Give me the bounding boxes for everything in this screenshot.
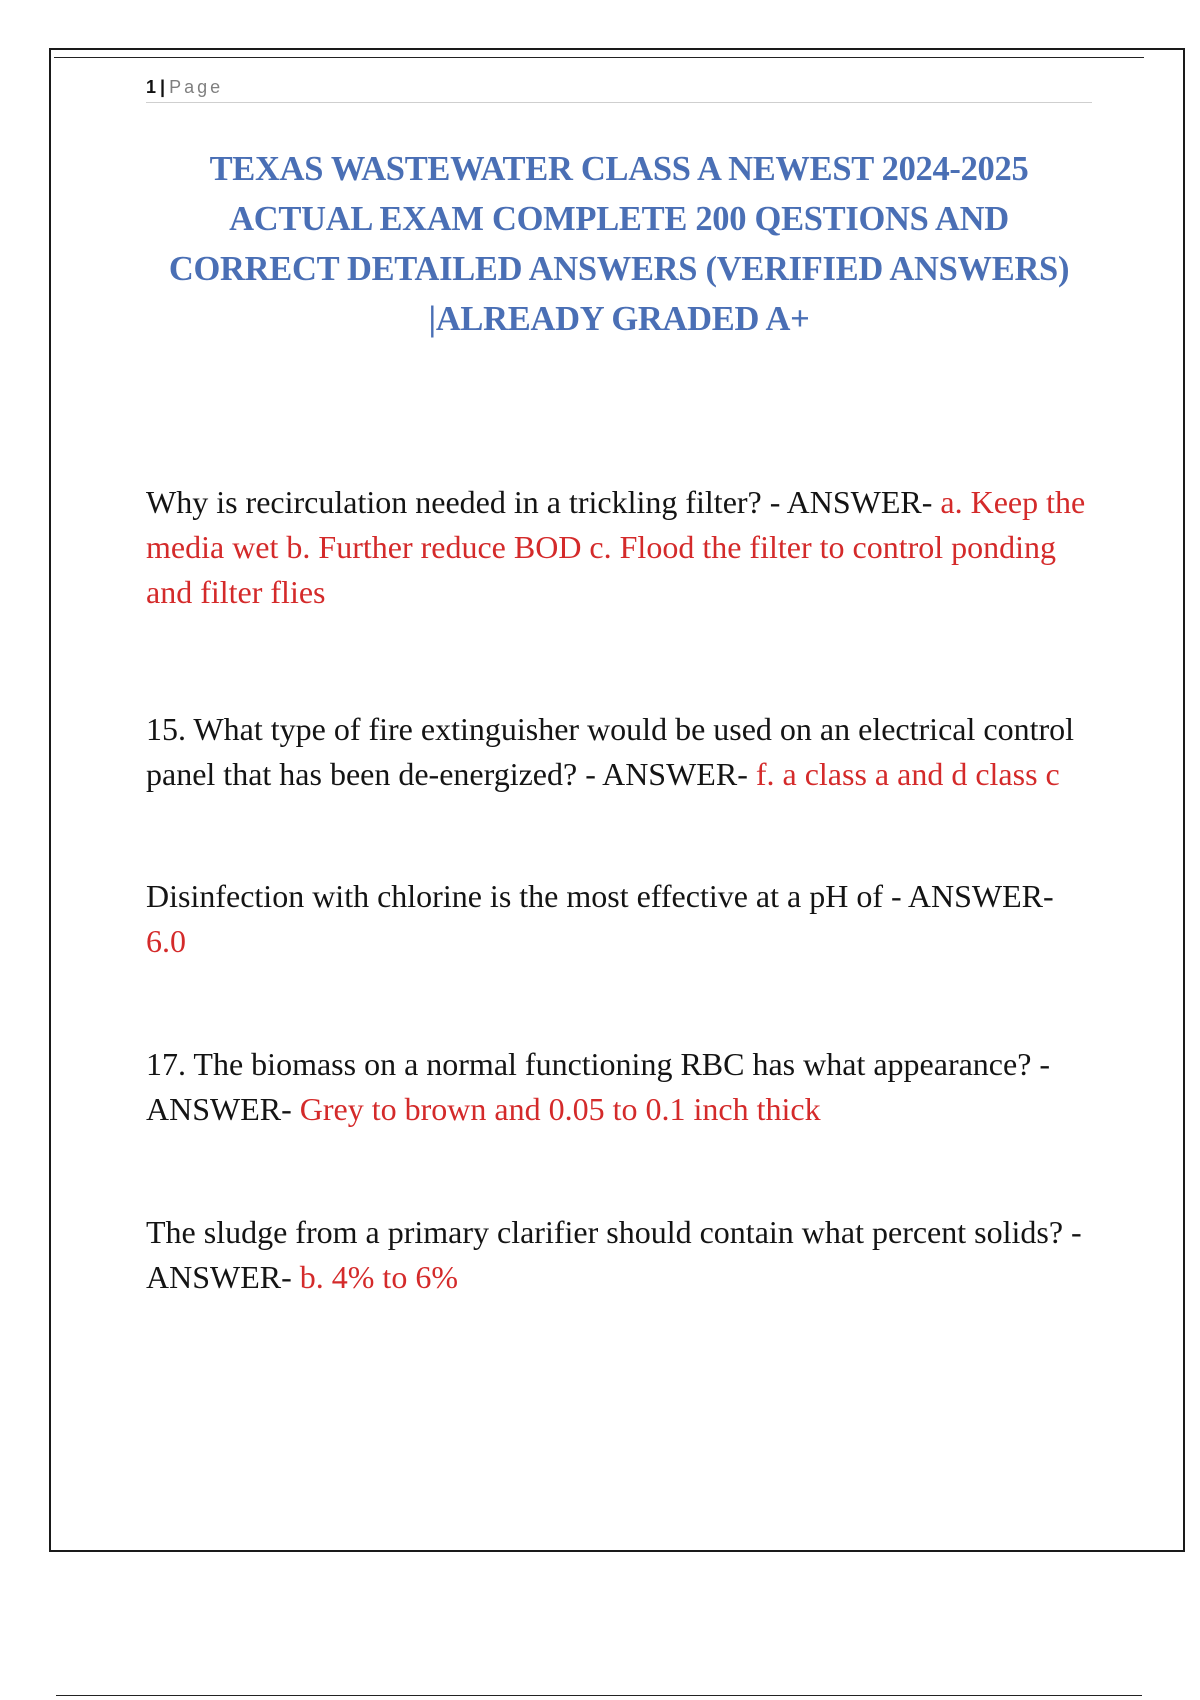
qa-item [146,707,1096,797]
question-text: Disinfection with chlorine is the most effective at a pH of - [146,878,908,914]
question-text: 17. The biomass on a normal functioning RBC has what appearance? - [146,1046,1051,1082]
answer-text: Grey to brown and 0.05 to 0.1 inch thick [299,1091,821,1127]
document-title: TEXAS WASTEWATER CLASS A NEWEST 2024-2025 ACTUAL EXAM COMPLETE 200 QESTIONS AND CORRECT DETAILED ANSWERS (VERIFIED ANSWERS) |ALREADY GRADED A+ [168,150,1070,338]
answer-label: ANSWER- [146,1091,300,1127]
answer-label: ANSWER- [907,878,1054,914]
page-header [146,74,1092,103]
answer-label: ANSWER- [786,484,941,520]
bottom-rule [56,1695,1142,1696]
page-separator: | [160,77,166,97]
qa-item [146,1042,1096,1132]
answer-text: a. Keep the media wet b. Further reduce BOD c. Flood the filter to control ponding and filter flies [146,484,1086,610]
answer-text: 6.0 [146,923,186,959]
qa-item [146,874,1096,964]
answer-text: f. a class a and d class c [755,756,1060,792]
page-label: Page [169,77,224,97]
question-text: Why is recirculation needed in a trickling filter? - [146,484,787,520]
qa-item [146,1210,1096,1300]
qa-list [146,480,1096,1300]
page-number: 1 [146,77,157,97]
qa-item [146,480,1096,615]
answer-label: ANSWER- [602,756,756,792]
answer-text: b. 4% to 6% [299,1259,458,1295]
question-text: The sludge from a primary clarifier should contain what percent solids? - [146,1214,1082,1250]
answer-label: ANSWER- [146,1259,300,1295]
question-text: 15. What type of fire extinguisher would be used on an electrical control panel that has been de-energized? - [146,711,1074,792]
